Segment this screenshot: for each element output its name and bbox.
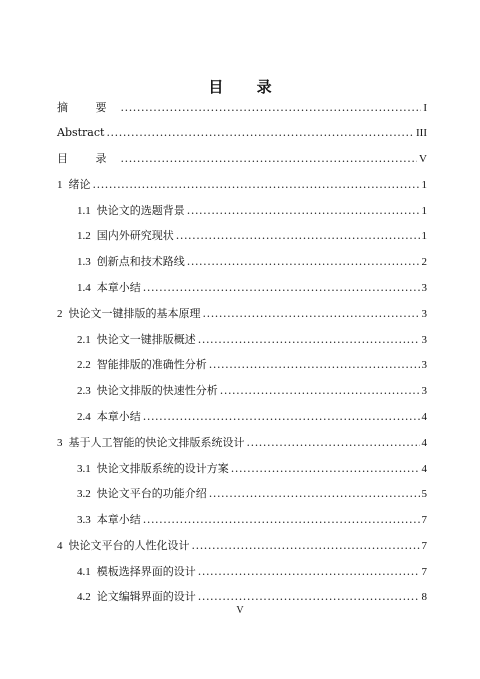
toc-entry[interactable] xyxy=(77,511,427,527)
toc-entry[interactable] xyxy=(77,563,427,579)
toc-entry-text: 国内外研究现状 xyxy=(96,229,174,242)
toc-entry-number: 3.3 xyxy=(77,514,91,526)
toc-entry-text: Abstract xyxy=(57,126,105,139)
toc-entry[interactable] xyxy=(77,331,427,347)
toc-entry-text: 本章小结 xyxy=(96,281,141,294)
toc-entry-text: 基于人工智能的快论文排版系统设计 xyxy=(68,436,245,449)
toc-leader-dots xyxy=(198,590,420,604)
toc-entry[interactable] xyxy=(77,202,427,218)
toc-leader-dots xyxy=(198,565,420,579)
toc-leader-dots xyxy=(187,204,420,218)
toc-entry[interactable] xyxy=(57,150,427,166)
toc-entry-text: 本章小结 xyxy=(96,410,141,423)
toc-title: 目 录 xyxy=(208,78,286,96)
toc-entry[interactable] xyxy=(77,227,427,243)
toc-entry-page: 8 xyxy=(421,591,427,603)
toc-entry-text: 模板选择界面的设计 xyxy=(96,565,196,578)
toc-entry-number: 2 xyxy=(57,308,63,320)
toc-entry-page: 4 xyxy=(421,463,427,475)
toc-leader-dots xyxy=(198,333,420,347)
toc-entry-number: 4.2 xyxy=(77,591,91,603)
toc-entry-page: 1 xyxy=(421,230,427,242)
toc-entry-text: 创新点和技术路线 xyxy=(96,255,185,268)
toc-entry[interactable] xyxy=(57,305,427,321)
toc-entry-number: 1.3 xyxy=(77,256,91,268)
toc-entry[interactable] xyxy=(77,253,427,269)
toc-leader-dots xyxy=(176,229,420,243)
toc-leader-dots xyxy=(220,384,420,398)
toc-leader-dots xyxy=(143,513,420,527)
toc-entry[interactable] xyxy=(77,588,427,604)
toc-entry[interactable] xyxy=(57,176,427,192)
toc-entry-number: 2.1 xyxy=(77,334,91,346)
toc-entry-page: III xyxy=(416,127,427,139)
toc-entry-text: 快论文排版系统的设计方案 xyxy=(96,462,229,475)
toc-entry-text: 智能排版的准确性分析 xyxy=(96,358,207,371)
toc-entry-page: 3 xyxy=(421,359,427,371)
toc-entry-text: 快论文一键排版概述 xyxy=(96,333,196,346)
toc-entry-page: 1 xyxy=(421,179,427,191)
toc-entry[interactable] xyxy=(77,460,427,476)
page-number: V xyxy=(236,605,244,616)
toc-leader-dots xyxy=(106,126,414,140)
toc-leader-dots xyxy=(187,255,420,269)
toc-leader-dots xyxy=(143,410,420,424)
toc-entry-number: 1.2 xyxy=(77,230,91,242)
toc-entry-page: V xyxy=(419,153,427,165)
toc-entry-page: 7 xyxy=(421,566,427,578)
toc-entry-page: 7 xyxy=(421,514,427,526)
toc-entry-number: 3.2 xyxy=(77,488,91,500)
toc-entry-page: I xyxy=(423,102,427,114)
toc-entry-number: 2.2 xyxy=(77,359,91,371)
toc-entry-text: 快论文排版的快速性分析 xyxy=(96,384,218,397)
toc-entry-text: 目 录 xyxy=(57,152,119,165)
toc-entry-number: 3 xyxy=(57,437,63,449)
toc-entry[interactable] xyxy=(57,99,427,115)
toc-leader-dots xyxy=(93,178,420,192)
toc-entry[interactable] xyxy=(77,356,427,372)
toc-entry[interactable] xyxy=(77,382,427,398)
toc-entry-page: 4 xyxy=(421,411,427,423)
toc-entry-text: 快论文的选题背景 xyxy=(96,204,185,217)
toc-leader-dots xyxy=(231,462,420,476)
toc-entry-page: 3 xyxy=(421,385,427,397)
toc-leader-dots xyxy=(209,358,420,372)
toc-entry-page: 1 xyxy=(421,205,427,217)
toc-entry-text: 摘 要 xyxy=(57,101,119,114)
toc-entry[interactable] xyxy=(57,537,427,553)
toc-entry-page: 2 xyxy=(421,256,427,268)
toc-entry-number: 1 xyxy=(57,179,63,191)
toc-entry[interactable] xyxy=(77,485,427,501)
toc-entry-number: 1.1 xyxy=(77,205,91,217)
toc-entry-text: 快论文平台的人性化设计 xyxy=(68,539,190,552)
toc-entry-page: 3 xyxy=(421,308,427,320)
toc-entry[interactable] xyxy=(77,408,427,424)
toc-leader-dots xyxy=(203,307,420,321)
toc-entry-number: 4.1 xyxy=(77,566,91,578)
toc-entry[interactable] xyxy=(57,124,427,140)
toc-entry-page: 4 xyxy=(421,437,427,449)
toc-entry-number: 1.4 xyxy=(77,282,91,294)
toc-entry-text: 快论文平台的功能介绍 xyxy=(96,487,207,500)
toc-leader-dots xyxy=(121,152,418,166)
toc-leader-dots xyxy=(143,281,420,295)
toc-entry-text: 绪论 xyxy=(68,178,91,191)
toc-entry-number: 4 xyxy=(57,540,63,552)
toc-leader-dots xyxy=(121,101,422,115)
toc-entry-number: 2.3 xyxy=(77,385,91,397)
toc-entry-page: 7 xyxy=(421,540,427,552)
toc-entry-text: 快论文一键排版的基本原理 xyxy=(68,307,201,320)
toc-leader-dots xyxy=(209,487,420,501)
toc-entry[interactable] xyxy=(77,279,427,295)
toc-entry-page: 5 xyxy=(421,488,427,500)
toc-entry-text: 本章小结 xyxy=(96,513,141,526)
toc-entry-page: 3 xyxy=(421,334,427,346)
toc-entry-number: 3.1 xyxy=(77,463,91,475)
toc-entry[interactable] xyxy=(57,434,427,450)
toc-entry-page: 3 xyxy=(421,282,427,294)
toc-entry-text: 论文编辑界面的设计 xyxy=(96,590,196,603)
toc-leader-dots xyxy=(247,436,420,450)
toc-leader-dots xyxy=(192,539,420,553)
toc-entry-number: 2.4 xyxy=(77,411,91,423)
